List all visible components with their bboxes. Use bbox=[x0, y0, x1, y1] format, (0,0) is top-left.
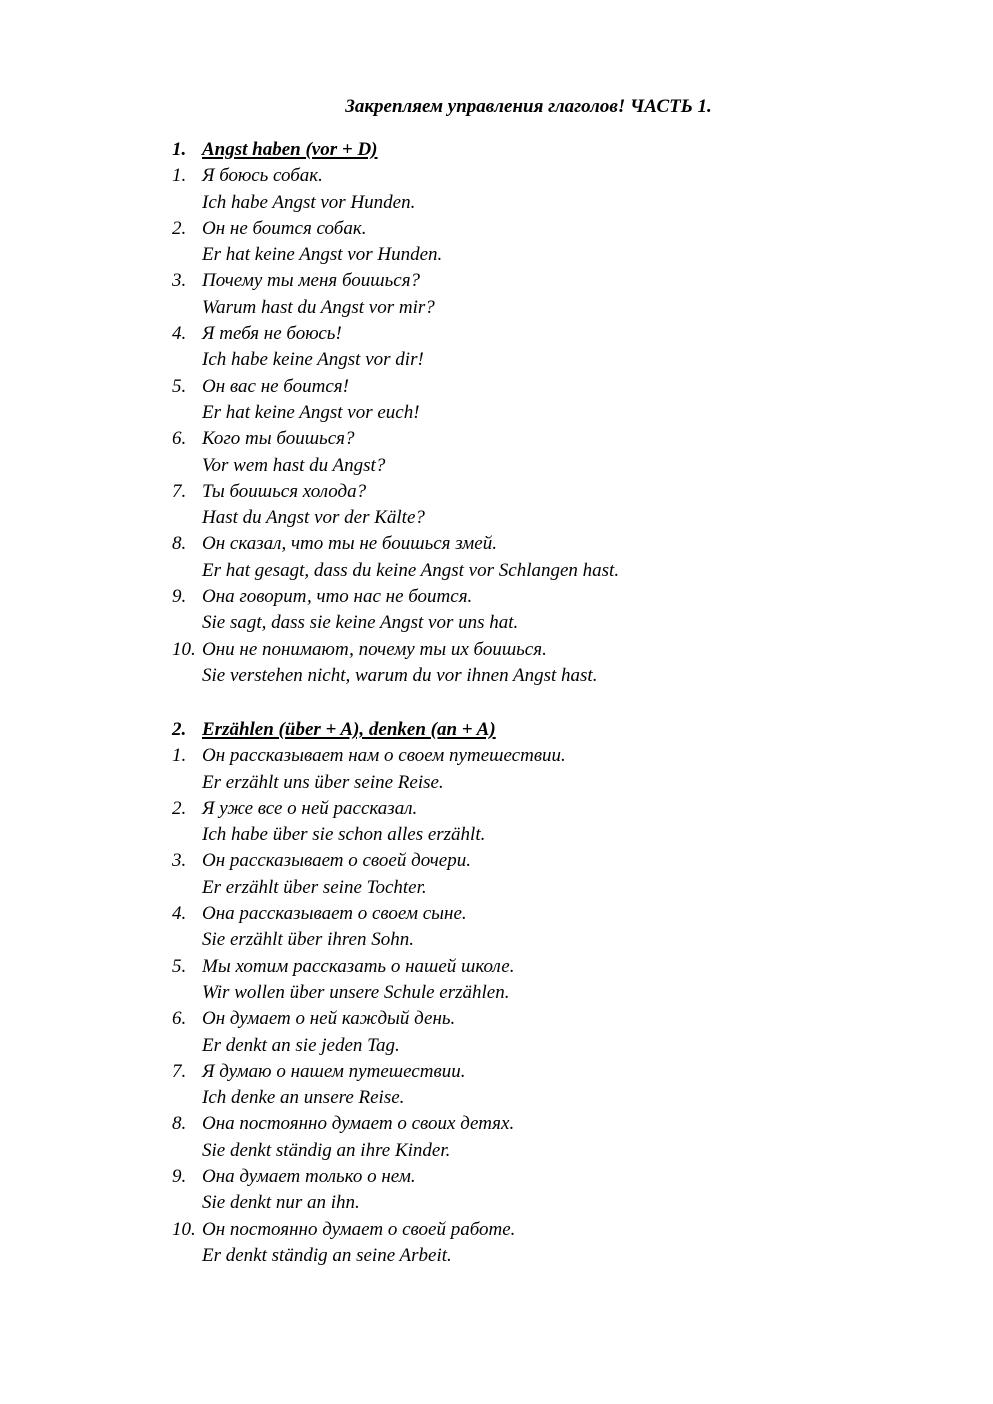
russian-sentence: Она думает только о нем. bbox=[202, 1166, 416, 1188]
item-number: 1. bbox=[172, 745, 187, 767]
item-number: 1. bbox=[172, 165, 187, 187]
item-number: 4. bbox=[172, 323, 187, 345]
german-translation: Warum hast du Angst vor mir? bbox=[202, 296, 435, 318]
german-translation: Sie verstehen nicht, warum du vor ihnen Angst hast. bbox=[202, 664, 598, 686]
german-translation: Ich habe Angst vor Hunden. bbox=[202, 191, 416, 213]
exercise-item bbox=[172, 637, 932, 690]
exercise-item bbox=[172, 1217, 932, 1270]
russian-sentence: Он думает о ней каждый день. bbox=[202, 1008, 456, 1030]
german-translation: Vor wem hast du Angst? bbox=[202, 454, 386, 476]
russian-sentence: Я тебя не боюсь! bbox=[202, 323, 342, 345]
section-erzaehlen-denken bbox=[172, 717, 932, 1269]
exercise-item bbox=[172, 321, 932, 374]
item-number: 5. bbox=[172, 375, 187, 397]
german-translation: Sie erzählt über ihren Sohn. bbox=[202, 929, 414, 951]
russian-sentence: Он рассказывает нам о своем путешествии. bbox=[202, 745, 566, 767]
item-number: 9. bbox=[172, 586, 187, 608]
section-heading bbox=[172, 717, 932, 743]
russian-sentence: Они не понимают, почему ты их боишься. bbox=[202, 638, 547, 660]
russian-sentence: Я уже все о ней рассказал. bbox=[202, 797, 418, 819]
german-translation: Wir wollen über unsere Schule erzählen. bbox=[202, 981, 510, 1003]
section-heading bbox=[172, 137, 932, 163]
exercise-item bbox=[172, 1059, 932, 1112]
german-translation: Er hat keine Angst vor euch! bbox=[202, 401, 420, 423]
item-number: 7. bbox=[172, 1060, 187, 1082]
section-title: Erzählen (über + A), denken (an + A) bbox=[202, 719, 496, 740]
section-angst-haben bbox=[172, 137, 932, 689]
russian-sentence: Кого ты боишься? bbox=[202, 428, 355, 450]
german-translation: Ich habe keine Angst vor dir! bbox=[202, 349, 424, 371]
exercise-item bbox=[172, 1164, 932, 1217]
exercise-item bbox=[172, 163, 932, 216]
russian-sentence: Она рассказывает о своем сыне. bbox=[202, 903, 467, 925]
item-number: 7. bbox=[172, 480, 187, 502]
russian-sentence: Ты боишься холода? bbox=[202, 480, 367, 502]
german-translation: Er erzählt uns über seine Reise. bbox=[202, 771, 444, 793]
german-translation: Er hat gesagt, dass du keine Angst vor Schlangen hast. bbox=[202, 559, 620, 581]
german-translation: Sie denkt nur an ihn. bbox=[202, 1192, 360, 1214]
german-translation: Hast du Angst vor der Kälte? bbox=[202, 507, 425, 529]
russian-sentence: Почему ты меня боишься? bbox=[202, 270, 421, 292]
item-number: 2. bbox=[172, 217, 187, 239]
exercise-item bbox=[172, 1111, 932, 1164]
item-number: 6. bbox=[172, 1008, 187, 1030]
russian-sentence: Она постоянно думает о своих детях. bbox=[202, 1113, 515, 1135]
item-number: 4. bbox=[172, 903, 187, 925]
russian-sentence: Я боюсь собак. bbox=[202, 165, 323, 187]
german-translation: Er denkt an sie jeden Tag. bbox=[202, 1034, 400, 1056]
item-number: 6. bbox=[172, 428, 187, 450]
item-number: 2. bbox=[172, 797, 187, 819]
exercise-item bbox=[172, 1006, 932, 1059]
item-number: 3. bbox=[172, 850, 187, 872]
item-number: 10. bbox=[172, 638, 196, 660]
item-number: 9. bbox=[172, 1166, 187, 1188]
exercise-item bbox=[172, 479, 932, 532]
section-number: 2. bbox=[172, 719, 187, 740]
item-number: 10. bbox=[172, 1218, 196, 1240]
exercise-item bbox=[172, 531, 932, 584]
german-translation: Sie denkt ständig an ihre Kinder. bbox=[202, 1139, 451, 1161]
russian-sentence: Он постоянно думает о своей работе. bbox=[202, 1218, 516, 1240]
russian-sentence: Он сказал, что ты не боишься змей. bbox=[202, 533, 497, 555]
russian-sentence: Он не боится собак. bbox=[202, 217, 367, 239]
exercise-item bbox=[172, 268, 932, 321]
exercise-item bbox=[172, 374, 932, 427]
german-translation: Ich denke an unsere Reise. bbox=[202, 1087, 405, 1109]
german-translation: Ich habe über sie schon alles erzählt. bbox=[202, 824, 486, 846]
item-number: 3. bbox=[172, 270, 187, 292]
german-translation: Er hat keine Angst vor Hunden. bbox=[202, 244, 443, 266]
german-translation: Er erzählt über seine Tochter. bbox=[202, 876, 427, 898]
exercise-item bbox=[172, 901, 932, 954]
german-translation: Er denkt ständig an seine Arbeit. bbox=[202, 1244, 452, 1266]
exercise-item bbox=[172, 954, 932, 1007]
exercise-item bbox=[172, 743, 932, 796]
russian-sentence: Я думаю о нашем путешествии. bbox=[202, 1060, 466, 1082]
section-number: 1. bbox=[172, 139, 187, 160]
russian-sentence: Он рассказывает о своей дочери. bbox=[202, 850, 471, 872]
item-number: 8. bbox=[172, 533, 187, 555]
russian-sentence: Она говорит, что нас не боится. bbox=[202, 586, 473, 608]
exercise-item bbox=[172, 584, 932, 637]
russian-sentence: Мы хотим рассказать о нашей школе. bbox=[202, 955, 515, 977]
russian-sentence: Он вас не боится! bbox=[202, 375, 349, 397]
exercise-item bbox=[172, 848, 932, 901]
document-title: Закрепляем управления глаголов! ЧАСТЬ 1. bbox=[345, 96, 712, 117]
item-number: 8. bbox=[172, 1113, 187, 1135]
exercise-item bbox=[172, 796, 932, 849]
exercise-item bbox=[172, 216, 932, 269]
exercise-item bbox=[172, 426, 932, 479]
german-translation: Sie sagt, dass sie keine Angst vor uns hat. bbox=[202, 612, 519, 634]
section-title: Angst haben (vor + D) bbox=[202, 139, 378, 160]
item-number: 5. bbox=[172, 955, 187, 977]
